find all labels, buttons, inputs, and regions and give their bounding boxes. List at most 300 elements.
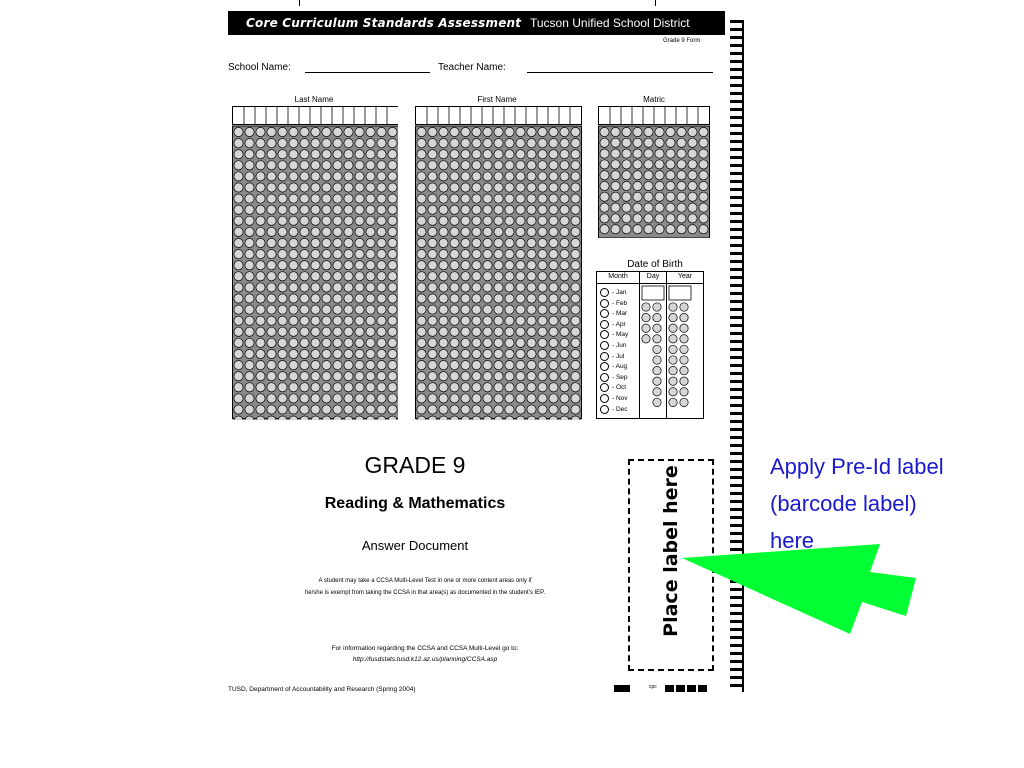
school-name-field[interactable] <box>305 62 430 73</box>
first-name-bubble[interactable] <box>439 161 448 170</box>
first-name-bubble[interactable] <box>494 305 503 314</box>
last-name-bubble[interactable] <box>311 194 320 203</box>
first-name-bubble[interactable] <box>538 394 547 403</box>
first-name-bubble[interactable] <box>527 183 536 192</box>
matric-bubble[interactable] <box>633 214 642 223</box>
first-name-bubble[interactable] <box>483 372 492 381</box>
matric-bubble[interactable] <box>633 181 642 190</box>
first-name-bubble[interactable] <box>439 283 448 292</box>
last-name-bubble[interactable] <box>388 139 397 148</box>
first-name-bubble[interactable] <box>450 139 459 148</box>
last-name-bubble[interactable] <box>366 305 375 314</box>
last-name-bubble[interactable] <box>388 338 397 347</box>
year-bubble[interactable] <box>669 377 677 385</box>
matric-bubble[interactable] <box>666 138 675 147</box>
first-name-bubble[interactable] <box>417 372 426 381</box>
last-name-bubble[interactable] <box>234 205 243 214</box>
first-name-bubble[interactable] <box>417 383 426 392</box>
first-name-bubble[interactable] <box>450 349 459 358</box>
first-name-bubble[interactable] <box>549 349 558 358</box>
last-name-bubble[interactable] <box>322 205 331 214</box>
year-bubble[interactable] <box>669 335 677 343</box>
first-name-bubble[interactable] <box>527 272 536 281</box>
first-name-bubble[interactable] <box>516 372 525 381</box>
first-name-bubble[interactable] <box>461 183 470 192</box>
last-name-bubble[interactable] <box>289 294 298 303</box>
last-name-bubble[interactable] <box>256 150 265 159</box>
first-name-bubble[interactable] <box>549 227 558 236</box>
matric-bubble[interactable] <box>644 203 653 212</box>
last-name-bubble[interactable] <box>267 161 276 170</box>
last-name-bubble[interactable] <box>311 316 320 325</box>
first-name-bubble[interactable] <box>461 216 470 225</box>
last-name-bubble[interactable] <box>344 205 353 214</box>
last-name-bubble[interactable] <box>256 305 265 314</box>
last-name-bubble[interactable] <box>322 139 331 148</box>
first-name-bubble[interactable] <box>428 205 437 214</box>
last-name-bubble[interactable] <box>289 394 298 403</box>
last-name-bubble[interactable] <box>322 183 331 192</box>
first-name-bubble[interactable] <box>483 272 492 281</box>
last-name-bubble[interactable] <box>366 172 375 181</box>
first-name-bubble[interactable] <box>516 394 525 403</box>
last-name-bubble[interactable] <box>355 238 364 247</box>
first-name-bubble[interactable] <box>439 216 448 225</box>
matric-bubble[interactable] <box>633 225 642 234</box>
last-name-bubble[interactable] <box>311 127 320 136</box>
first-name-bubble[interactable] <box>516 227 525 236</box>
matric-bubble[interactable] <box>688 171 697 180</box>
first-name-bubble[interactable] <box>428 372 437 381</box>
last-name-bubble[interactable] <box>377 139 386 148</box>
first-name-bubble[interactable] <box>538 216 547 225</box>
first-name-bubble[interactable] <box>538 194 547 203</box>
matric-bubble[interactable] <box>666 225 675 234</box>
first-name-bubble[interactable] <box>560 183 569 192</box>
last-name-bubble[interactable] <box>256 383 265 392</box>
last-name-bubble[interactable] <box>267 205 276 214</box>
first-name-bubble[interactable] <box>527 372 536 381</box>
last-name-bubble[interactable] <box>289 272 298 281</box>
first-name-bubble[interactable] <box>483 294 492 303</box>
matric-bubble[interactable] <box>600 138 609 147</box>
last-name-bubble[interactable] <box>234 194 243 203</box>
first-name-bubble[interactable] <box>571 261 580 270</box>
first-name-bubble[interactable] <box>516 349 525 358</box>
last-name-bubble[interactable] <box>366 238 375 247</box>
dob-day-bubbles[interactable] <box>640 284 666 412</box>
matric-bubble[interactable] <box>622 192 631 201</box>
matric-bubble[interactable] <box>677 149 686 158</box>
first-name-bubble[interactable] <box>571 272 580 281</box>
last-name-bubble[interactable] <box>234 216 243 225</box>
first-name-bubble[interactable] <box>516 261 525 270</box>
first-name-bubble[interactable] <box>527 250 536 259</box>
matric-bubble[interactable] <box>622 203 631 212</box>
last-name-bubble[interactable] <box>267 294 276 303</box>
last-name-bubble[interactable] <box>344 283 353 292</box>
last-name-bubble[interactable] <box>278 294 287 303</box>
first-name-bubble[interactable] <box>560 305 569 314</box>
last-name-bubble[interactable] <box>245 150 254 159</box>
last-name-bubble[interactable] <box>377 316 386 325</box>
day-bubble[interactable] <box>642 324 650 332</box>
last-name-bubble[interactable] <box>333 394 342 403</box>
first-name-bubble[interactable] <box>428 272 437 281</box>
last-name-bubble[interactable] <box>245 161 254 170</box>
last-name-bubble[interactable] <box>344 139 353 148</box>
last-name-bubble[interactable] <box>256 394 265 403</box>
last-name-bubble[interactable] <box>333 294 342 303</box>
last-name-bubble[interactable] <box>322 283 331 292</box>
first-name-bubble[interactable] <box>461 227 470 236</box>
last-name-bubble[interactable] <box>267 283 276 292</box>
last-name-bubble[interactable] <box>344 238 353 247</box>
matric-bubble[interactable] <box>666 171 675 180</box>
last-name-bubble[interactable] <box>300 250 309 259</box>
first-name-bubble[interactable] <box>450 250 459 259</box>
last-name-bubble[interactable] <box>278 305 287 314</box>
last-name-bubble[interactable] <box>322 250 331 259</box>
first-name-bubble[interactable] <box>417 338 426 347</box>
last-name-bubble[interactable] <box>344 261 353 270</box>
first-name-bubble[interactable] <box>549 161 558 170</box>
last-name-bubble[interactable] <box>344 294 353 303</box>
first-name-bubble[interactable] <box>428 361 437 370</box>
last-name-bubble[interactable] <box>278 205 287 214</box>
last-name-bubble[interactable] <box>322 349 331 358</box>
first-name-bubble[interactable] <box>571 161 580 170</box>
matric-bubble[interactable] <box>611 171 620 180</box>
last-name-bubble[interactable] <box>289 238 298 247</box>
last-name-bubble[interactable] <box>388 361 397 370</box>
first-name-bubble[interactable] <box>560 250 569 259</box>
last-name-bubble[interactable] <box>322 338 331 347</box>
last-name-bubble[interactable] <box>377 305 386 314</box>
matric-bubble[interactable] <box>699 127 708 136</box>
last-name-bubble[interactable] <box>234 327 243 336</box>
first-name-bubble[interactable] <box>472 205 481 214</box>
last-name-bubble[interactable] <box>366 349 375 358</box>
last-name-bubble[interactable] <box>234 272 243 281</box>
first-name-bubble[interactable] <box>450 394 459 403</box>
first-name-bubble[interactable] <box>560 316 569 325</box>
day-bubble[interactable] <box>653 345 661 353</box>
matric-bubble[interactable] <box>622 225 631 234</box>
last-name-bubble[interactable] <box>366 139 375 148</box>
first-name-bubble-grid[interactable] <box>415 106 583 420</box>
last-name-bubble[interactable] <box>388 238 397 247</box>
month-bubble[interactable] <box>600 383 609 392</box>
matric-bubble[interactable] <box>611 149 620 158</box>
last-name-bubble[interactable] <box>234 172 243 181</box>
matric-bubble[interactable] <box>699 181 708 190</box>
last-name-bubble[interactable] <box>267 327 276 336</box>
first-name-bubble[interactable] <box>549 394 558 403</box>
last-name-bubble[interactable] <box>311 294 320 303</box>
last-name-bubble[interactable] <box>388 349 397 358</box>
last-name-bubble[interactable] <box>234 338 243 347</box>
first-name-bubble[interactable] <box>571 172 580 181</box>
first-name-bubble[interactable] <box>494 161 503 170</box>
first-name-bubble[interactable] <box>571 372 580 381</box>
first-name-bubble[interactable] <box>505 194 514 203</box>
last-name-bubble[interactable] <box>256 139 265 148</box>
first-name-bubble[interactable] <box>516 294 525 303</box>
matric-bubble[interactable] <box>699 225 708 234</box>
last-name-bubble[interactable] <box>289 283 298 292</box>
last-name-bubble[interactable] <box>344 316 353 325</box>
first-name-bubble[interactable] <box>560 294 569 303</box>
first-name-bubble[interactable] <box>472 338 481 347</box>
last-name-bubble[interactable] <box>322 194 331 203</box>
last-name-bubble[interactable] <box>377 394 386 403</box>
first-name-bubble[interactable] <box>494 139 503 148</box>
last-name-bubble[interactable] <box>366 316 375 325</box>
last-name-bubble[interactable] <box>289 349 298 358</box>
last-name-bubble[interactable] <box>300 327 309 336</box>
first-name-bubble[interactable] <box>571 194 580 203</box>
last-name-bubble[interactable] <box>289 250 298 259</box>
first-name-bubble[interactable] <box>560 349 569 358</box>
last-name-bubble[interactable] <box>267 261 276 270</box>
year-bubble[interactable] <box>669 324 677 332</box>
last-name-bubble[interactable] <box>333 305 342 314</box>
last-name-bubble[interactable] <box>344 383 353 392</box>
last-name-bubble[interactable] <box>377 272 386 281</box>
last-name-bubble[interactable] <box>377 238 386 247</box>
last-name-bubble[interactable] <box>355 327 364 336</box>
first-name-bubble[interactable] <box>549 283 558 292</box>
last-name-bubble[interactable] <box>311 227 320 236</box>
last-name-bubble[interactable] <box>245 305 254 314</box>
day-bubble[interactable] <box>653 324 661 332</box>
first-name-bubble[interactable] <box>549 216 558 225</box>
first-name-bubble[interactable] <box>483 261 492 270</box>
last-name-bubble[interactable] <box>267 383 276 392</box>
last-name-bubble[interactable] <box>234 183 243 192</box>
first-name-bubble[interactable] <box>417 238 426 247</box>
last-name-bubble[interactable] <box>322 372 331 381</box>
first-name-bubble[interactable] <box>461 194 470 203</box>
first-name-bubble[interactable] <box>527 383 536 392</box>
last-name-bubble[interactable] <box>311 361 320 370</box>
last-name-bubble[interactable] <box>278 316 287 325</box>
last-name-bubble[interactable] <box>344 194 353 203</box>
first-name-bubble[interactable] <box>494 172 503 181</box>
matric-bubble[interactable] <box>600 149 609 158</box>
last-name-bubble[interactable] <box>256 349 265 358</box>
last-name-bubble[interactable] <box>333 383 342 392</box>
first-name-bubble[interactable] <box>472 349 481 358</box>
first-name-bubble[interactable] <box>439 194 448 203</box>
first-name-bubble[interactable] <box>505 183 514 192</box>
last-name-bubble[interactable] <box>256 194 265 203</box>
last-name-bubble[interactable] <box>322 394 331 403</box>
last-name-bubble[interactable] <box>355 283 364 292</box>
first-name-bubble[interactable] <box>527 283 536 292</box>
matric-bubble[interactable] <box>666 192 675 201</box>
first-name-bubble[interactable] <box>461 139 470 148</box>
first-name-bubble[interactable] <box>549 127 558 136</box>
last-name-bubble[interactable] <box>388 194 397 203</box>
last-name-bubble[interactable] <box>344 305 353 314</box>
last-name-bubble[interactable] <box>388 294 397 303</box>
last-name-bubble[interactable] <box>311 161 320 170</box>
last-name-bubble[interactable] <box>278 261 287 270</box>
first-name-bubble[interactable] <box>560 372 569 381</box>
first-name-bubble[interactable] <box>549 405 558 414</box>
last-name-bubble[interactable] <box>355 405 364 414</box>
last-name-bubble[interactable] <box>366 183 375 192</box>
first-name-bubble[interactable] <box>549 272 558 281</box>
day-bubble[interactable] <box>653 377 661 385</box>
last-name-bubble[interactable] <box>289 161 298 170</box>
dob-month-row[interactable] <box>600 394 628 404</box>
first-name-bubble[interactable] <box>538 127 547 136</box>
dob-month-row[interactable] <box>600 309 627 319</box>
first-name-bubble[interactable] <box>494 372 503 381</box>
last-name-bubble[interactable] <box>333 238 342 247</box>
first-name-bubble[interactable] <box>505 139 514 148</box>
first-name-bubble[interactable] <box>483 327 492 336</box>
first-name-bubble[interactable] <box>450 283 459 292</box>
matric-bubble[interactable] <box>633 171 642 180</box>
first-name-bubble[interactable] <box>461 294 470 303</box>
month-bubble[interactable] <box>600 288 609 297</box>
last-name-bubble[interactable] <box>344 161 353 170</box>
last-name-bubble[interactable] <box>300 127 309 136</box>
first-name-bubble[interactable] <box>560 194 569 203</box>
matric-bubble[interactable] <box>655 181 664 190</box>
first-name-bubble[interactable] <box>571 316 580 325</box>
last-name-bubble[interactable] <box>344 150 353 159</box>
last-name-bubble[interactable] <box>322 161 331 170</box>
first-name-bubble[interactable] <box>571 338 580 347</box>
first-name-bubble[interactable] <box>428 394 437 403</box>
first-name-bubble[interactable] <box>538 305 547 314</box>
last-name-bubble[interactable] <box>366 327 375 336</box>
last-name-bubble[interactable] <box>300 272 309 281</box>
last-name-bubble[interactable] <box>289 261 298 270</box>
first-name-bubble[interactable] <box>461 361 470 370</box>
last-name-bubble[interactable] <box>311 349 320 358</box>
matric-bubble[interactable] <box>600 225 609 234</box>
day-bubble[interactable] <box>653 313 661 321</box>
last-name-bubble[interactable] <box>245 250 254 259</box>
matric-bubble-grid[interactable] <box>598 106 712 238</box>
last-name-bubble[interactable] <box>234 283 243 292</box>
first-name-bubble[interactable] <box>494 294 503 303</box>
first-name-bubble[interactable] <box>527 127 536 136</box>
last-name-bubble[interactable] <box>234 127 243 136</box>
first-name-bubble[interactable] <box>571 205 580 214</box>
last-name-bubble[interactable] <box>234 227 243 236</box>
first-name-bubble[interactable] <box>483 227 492 236</box>
matric-bubble[interactable] <box>688 192 697 201</box>
first-name-bubble[interactable] <box>571 394 580 403</box>
last-name-bubble[interactable] <box>267 127 276 136</box>
first-name-bubble[interactable] <box>417 294 426 303</box>
first-name-bubble[interactable] <box>527 205 536 214</box>
last-name-bubble[interactable] <box>300 383 309 392</box>
last-name-bubble[interactable] <box>278 283 287 292</box>
first-name-bubble[interactable] <box>571 183 580 192</box>
first-name-bubble[interactable] <box>461 261 470 270</box>
first-name-bubble[interactable] <box>417 161 426 170</box>
last-name-bubble[interactable] <box>322 172 331 181</box>
first-name-bubble[interactable] <box>549 194 558 203</box>
last-name-bubble[interactable] <box>377 294 386 303</box>
first-name-bubble[interactable] <box>450 383 459 392</box>
last-name-bubble[interactable] <box>289 194 298 203</box>
last-name-bubble[interactable] <box>256 283 265 292</box>
last-name-bubble[interactable] <box>300 139 309 148</box>
first-name-bubble[interactable] <box>549 361 558 370</box>
matric-bubble[interactable] <box>655 171 664 180</box>
first-name-bubble[interactable] <box>538 172 547 181</box>
first-name-bubble[interactable] <box>439 394 448 403</box>
last-name-bubble[interactable] <box>333 127 342 136</box>
last-name-bubble[interactable] <box>278 150 287 159</box>
first-name-bubble[interactable] <box>417 272 426 281</box>
last-name-bubble[interactable] <box>245 216 254 225</box>
first-name-bubble[interactable] <box>428 150 437 159</box>
dob-month-row[interactable] <box>600 288 626 298</box>
last-name-bubble[interactable] <box>289 172 298 181</box>
last-name-bubble[interactable] <box>289 372 298 381</box>
year-bubble[interactable] <box>669 345 677 353</box>
last-name-bubble[interactable] <box>322 216 331 225</box>
first-name-bubble[interactable] <box>461 316 470 325</box>
last-name-bubble[interactable] <box>388 261 397 270</box>
first-name-bubble[interactable] <box>472 194 481 203</box>
first-name-bubble[interactable] <box>505 338 514 347</box>
first-name-bubble[interactable] <box>538 205 547 214</box>
first-name-bubble[interactable] <box>494 361 503 370</box>
last-name-bubble[interactable] <box>256 205 265 214</box>
first-name-bubble[interactable] <box>538 383 547 392</box>
matric-bubble[interactable] <box>666 181 675 190</box>
first-name-bubble[interactable] <box>472 150 481 159</box>
first-name-bubble[interactable] <box>439 227 448 236</box>
first-name-bubble[interactable] <box>439 205 448 214</box>
last-name-bubble[interactable] <box>355 227 364 236</box>
first-name-bubble[interactable] <box>428 227 437 236</box>
first-name-bubble[interactable] <box>516 405 525 414</box>
first-name-bubble[interactable] <box>505 172 514 181</box>
first-name-bubble[interactable] <box>439 272 448 281</box>
last-name-bubble[interactable] <box>256 272 265 281</box>
matric-bubble[interactable] <box>677 225 686 234</box>
year-bubble[interactable] <box>680 324 688 332</box>
first-name-bubble[interactable] <box>428 327 437 336</box>
first-name-bubble[interactable] <box>505 150 514 159</box>
matric-bubble[interactable] <box>644 160 653 169</box>
first-name-bubble[interactable] <box>472 305 481 314</box>
first-name-bubble[interactable] <box>483 305 492 314</box>
first-name-bubble[interactable] <box>472 139 481 148</box>
last-name-bubble[interactable] <box>311 238 320 247</box>
first-name-bubble[interactable] <box>439 338 448 347</box>
first-name-bubble[interactable] <box>417 227 426 236</box>
matric-bubble[interactable] <box>699 138 708 147</box>
first-name-bubble[interactable] <box>505 394 514 403</box>
first-name-bubble[interactable] <box>494 394 503 403</box>
last-name-bubble[interactable] <box>234 139 243 148</box>
first-name-bubble[interactable] <box>461 283 470 292</box>
last-name-bubble[interactable] <box>300 405 309 414</box>
